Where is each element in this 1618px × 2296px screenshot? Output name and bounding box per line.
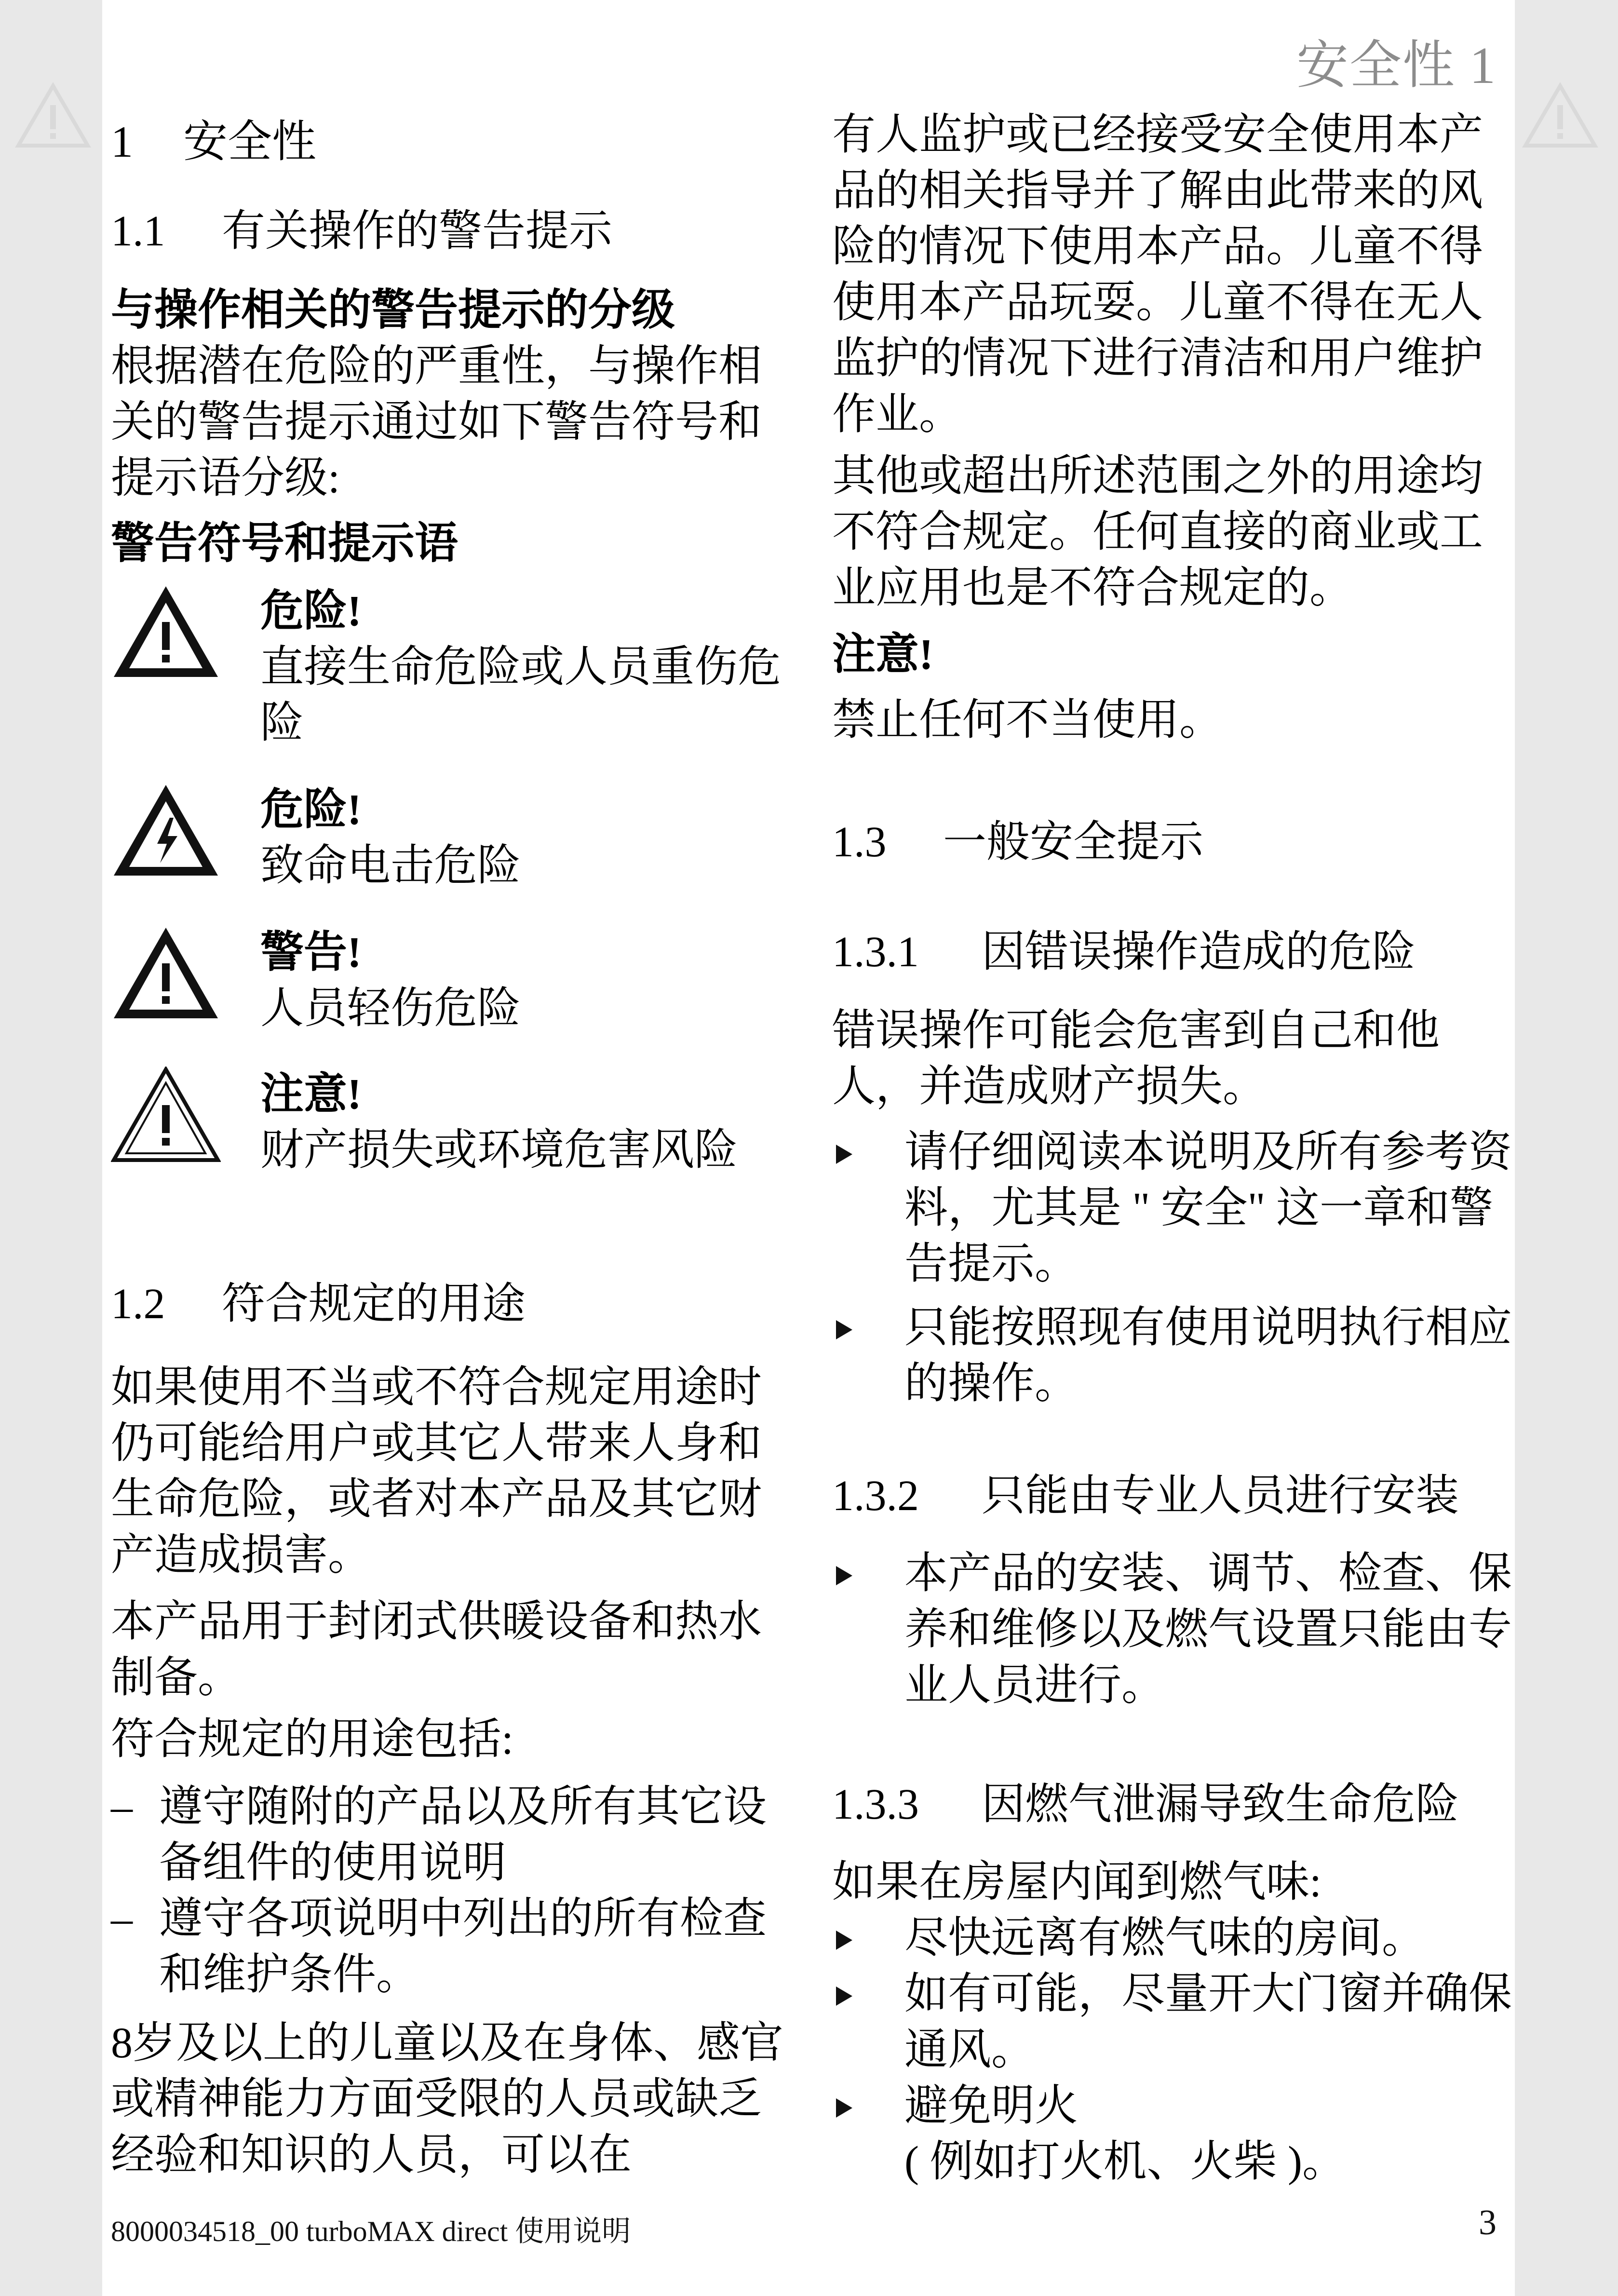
warning-danger-text [260, 583, 791, 751]
misoperation-action-list [832, 1124, 1512, 1412]
section-heading-1-3-1: 1.3.1 因错误操作造成的危险 [832, 928, 1416, 976]
list-item: – 遵守各项说明中列出的所有检查和维护条件。 [111, 1891, 796, 2003]
section-heading-1-3-3: 1.3.3 因燃气泄漏导致生命危险 [832, 1781, 1459, 1828]
margin-warning-icon [1522, 82, 1599, 149]
arrow-bullet-icon [836, 1320, 852, 1339]
purpose-includes-label: 符合规定的用途包括: [111, 1715, 514, 1763]
dash-marker: – [111, 1783, 133, 1831]
warning-description: 直接生命危险或人员重伤危险 [260, 643, 781, 747]
arrow-bullet-icon [836, 1145, 852, 1164]
section-heading-1-1: 1.1 有关操作的警告提示 [111, 207, 612, 255]
list-item: – 遵守随附的产品以及所有其它设备组件的使用说明 [111, 1779, 796, 1891]
exclamation-triangle-icon [111, 583, 221, 680]
list-item: 本产品的安装、调节、检查、保养和维修以及燃气设置只能由专业人员进行。 [832, 1546, 1512, 1714]
arrow-bullet-icon [836, 2098, 852, 2118]
list-item: 如有可能，尽量开大门窗并确保通风。 [832, 1966, 1512, 2078]
children-paragraph: 8岁及以上的儿童以及在身体、感官或精神能力方面受限的人员或缺乏经验和知识的人员，可以在 [111, 2019, 783, 2179]
section-heading-1-3-2: 1.3.2 只能由专业人员进行安装 [832, 1472, 1459, 1520]
signs-title: 警告符号和提示语 [111, 520, 458, 567]
warning-description: 人员轻伤危险 [260, 985, 521, 1032]
warning-caution-row [111, 925, 800, 1036]
list-item: 只能按照现有使用说明执行相应的操作。 [832, 1300, 1512, 1412]
outlined-exclamation-triangle-icon [111, 1067, 221, 1163]
exclamation-triangle-icon [111, 925, 221, 1021]
gas-smell-action-list [832, 1910, 1512, 2190]
warning-danger-row [111, 583, 800, 747]
classification-text: 根据潜在危险的严重性，与操作相关的警告提示通过如下警告符号和提示语分级: [111, 342, 762, 502]
section-heading-1: 1 安全性 [111, 117, 317, 166]
electric-shock-triangle-icon [111, 782, 221, 878]
misuse-paragraph: 如果使用不当或不符合规定用途时仍可能给用户或其它人带来人身和生命危险，或者对本产品及其它财产造成损害。 [111, 1364, 762, 1579]
installation-action-list [832, 1546, 1512, 1714]
gas-smell-paragraph: 如果在房屋内闻到燃气味: [832, 1858, 1322, 1906]
supervision-paragraph: 有人监护或已经接受安全使用本产品的相关指导并了解由此带来的风险的情况下使用本产品。儿童不得使用本产品玩耍。儿童不得在无人监护的情况下进行清洁和用户维护作业。 [832, 111, 1483, 438]
arrow-bullet-icon [836, 1566, 852, 1585]
arrow-bullet-icon [836, 1931, 852, 1950]
section-heading-1-2: 1.2 符合规定的用途 [111, 1280, 526, 1328]
page-number: 3 [1479, 2203, 1497, 2242]
section-heading-1-3: 1.3 一般安全提示 [832, 818, 1203, 866]
classification-title: 与操作相关的警告提示的分级 [111, 286, 675, 334]
warning-description: 财产损失或环境危害风险 [260, 1126, 738, 1174]
note-text: 禁止任何不当使用。 [832, 696, 1223, 744]
warning-notice-text [260, 1067, 738, 1178]
list-item: 避免明火 ( 例如打火机、火柴 )。 [832, 2078, 1512, 2190]
arrow-bullet-icon [836, 1986, 852, 2006]
warning-electric-text [260, 782, 521, 894]
misoperation-paragraph: 错误操作可能会危害到自己和他人，并造成财产损失。 [832, 1007, 1440, 1110]
signal-word: 注意! [260, 1070, 362, 1118]
note-label: 注意! [832, 631, 933, 678]
list-item: 尽快远离有燃气味的房间。 [832, 1910, 1512, 1966]
dash-marker: – [111, 1895, 133, 1943]
warning-electric-row [111, 782, 800, 893]
signal-word: 警告! [260, 929, 362, 976]
list-item: 请仔细阅读本说明及所有参考资料，尤其是 " 安全" 这一章和警告提示。 [832, 1124, 1512, 1292]
signal-word: 危险! [260, 786, 362, 834]
purpose-paragraph: 本产品用于封闭式供暖设备和热水制备。 [111, 1598, 762, 1702]
warning-notice-row [111, 1067, 800, 1177]
other-use-paragraph: 其他或超出所述范围之外的用途均不符合规定。任何直接的商业或工业应用也是不符合规定的。 [832, 452, 1483, 612]
running-header: 安全性 1 [1296, 37, 1497, 95]
margin-warning-icon [14, 82, 92, 149]
warning-description: 致命电击危险 [260, 842, 521, 890]
signal-word: 危险! [260, 587, 362, 635]
purpose-dash-list [111, 1779, 796, 2003]
warning-caution-text [260, 925, 521, 1037]
footer-doc-id: 8000034518_00 turboMAX direct 使用说明 [111, 2215, 631, 2247]
